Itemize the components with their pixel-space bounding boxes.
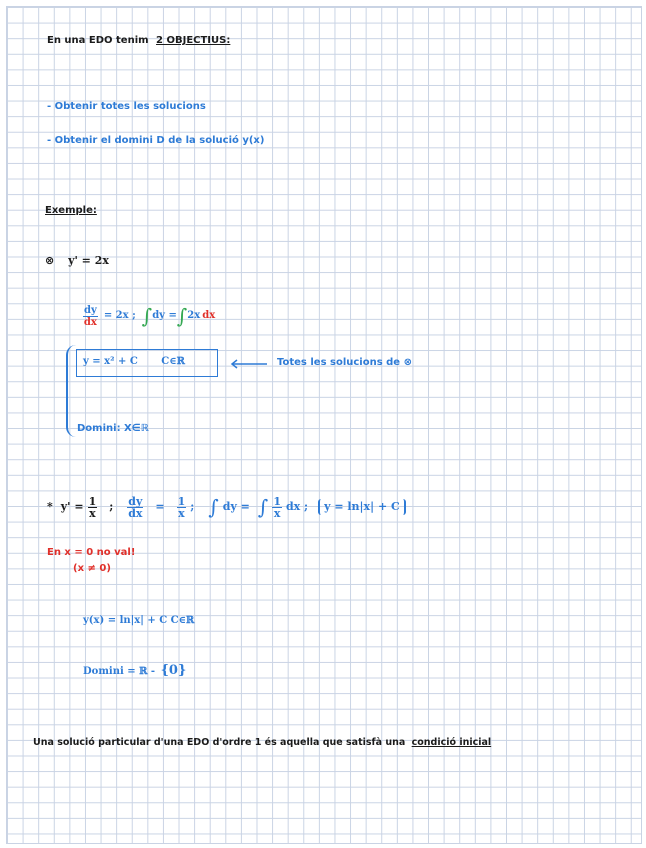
- separator-2: ;: [190, 500, 195, 513]
- fraction-denominator: dx: [83, 316, 97, 328]
- notebook-page: [6, 6, 642, 844]
- dy-dx-fraction: [83, 305, 98, 328]
- integral-right: 2x: [187, 310, 201, 321]
- example1-heading: [45, 255, 109, 267]
- fraction-denominator: x: [89, 506, 96, 520]
- integral-sign-right: ∫: [257, 495, 269, 519]
- one-over-x-fraction: [177, 496, 187, 519]
- yprime-label: y' =: [60, 500, 84, 513]
- fraction-numerator: 1: [177, 494, 186, 508]
- arrow-left-icon: [229, 359, 269, 369]
- objective-2: - Obtenir el domini D de la solució y(x): [47, 135, 265, 146]
- closing-underlined: condició inicial: [411, 737, 492, 748]
- separation-rest: = 2x ;: [103, 310, 136, 321]
- integral-sign-left: ∫: [141, 304, 153, 328]
- fraction-numerator: 1: [88, 494, 97, 508]
- integral-dy: dy =: [222, 500, 250, 513]
- fraction-denominator: dx: [128, 506, 143, 520]
- solution-brace: [66, 345, 76, 437]
- separator-1: ;: [109, 500, 114, 513]
- fraction-numerator: 1: [273, 494, 281, 508]
- integrand-fraction: [272, 496, 282, 519]
- fraction-numerator: dy: [128, 494, 143, 508]
- example1-solution: [83, 356, 185, 368]
- example2-line: [47, 491, 406, 523]
- fraction-numerator: dy: [84, 304, 97, 316]
- warning-line-1: En x = 0 no val!: [47, 547, 136, 558]
- warning-line-2: (x ≠ 0): [73, 563, 111, 574]
- objective-1: - Obtenir totes les solucions: [47, 101, 206, 112]
- example2-domain: [83, 665, 186, 678]
- fraction-denominator: x: [273, 506, 281, 520]
- solution-expression: y = x² + C: [83, 356, 138, 367]
- example1-separation: [83, 301, 215, 331]
- yprime-fraction: [88, 496, 98, 519]
- arrow-note: Totes les solucions de ⊗: [277, 357, 412, 368]
- boxed-solution: y = ln|x| + C: [318, 499, 406, 515]
- equals-sign: =: [155, 500, 165, 513]
- domain-prefix: Domini = ℝ -: [83, 666, 156, 677]
- integral-sign-left: ∫: [208, 495, 219, 519]
- example1-equation: y' = 2x: [68, 254, 109, 267]
- header-line: [47, 35, 230, 47]
- integral-sign-right: ∫: [176, 304, 188, 328]
- example2-general: y(x) = ln|x| + C C∈ℝ: [83, 615, 195, 626]
- objectives-title: 2 OBJECTIUS:: [156, 35, 231, 46]
- integral-dx: dx ;: [285, 500, 309, 513]
- asterisk-icon: *: [47, 500, 53, 513]
- closing-text: Una solució particular d'una EDO d'ordre 1 és aquella que satisfà una: [33, 737, 406, 748]
- header-intro: En una EDO tenim: [47, 35, 149, 46]
- circled-asterisk-icon: ⊗: [45, 254, 55, 267]
- closing-line: [33, 737, 491, 749]
- domain-set: {0}: [160, 663, 187, 678]
- example2-blue-part: [127, 496, 405, 519]
- integral-left: dy =: [152, 310, 177, 321]
- solution-constant: C∈ℝ: [161, 356, 185, 367]
- fraction-denominator: x: [178, 506, 185, 520]
- integral-dx: dx: [202, 310, 216, 321]
- example-label: Exemple:: [45, 205, 97, 216]
- example1-domain: Domini: X∈ℝ: [77, 423, 149, 434]
- dy-dx-fraction: [127, 496, 143, 519]
